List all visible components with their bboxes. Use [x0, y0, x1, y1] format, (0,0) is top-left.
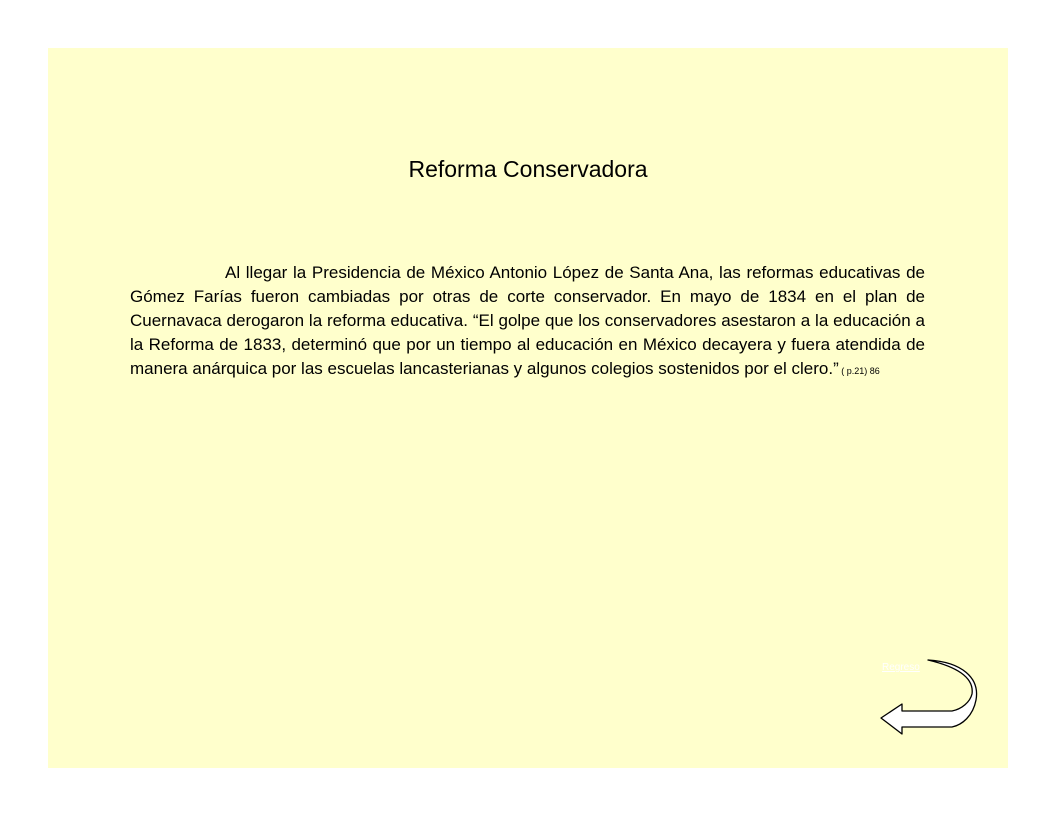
paragraph-text: Al llegar la Presidencia de México Antonio López de Santa Ana, las reformas educativas de Gómez Farías fueron cambiadas por otras de corte conservador. En mayo de 1834 en el plan de Cuernavaca derogaron la reforma educativa. “El golpe que los conservadores asestaron a la educación a la Reforma de 1833, determinó que por un tiempo al educación en México decayera y fuera atendida de manera anárquica por las escuelas lancasterianas y algunos colegios sostenidos por el clero.”	[130, 263, 925, 378]
citation-text: ( p.21) 86	[838, 366, 880, 376]
return-link[interactable]: Regreso	[882, 662, 920, 673]
body-paragraph	[130, 261, 925, 383]
slide-title: Reforma Conservadora	[408, 156, 648, 182]
slide	[48, 48, 1008, 768]
